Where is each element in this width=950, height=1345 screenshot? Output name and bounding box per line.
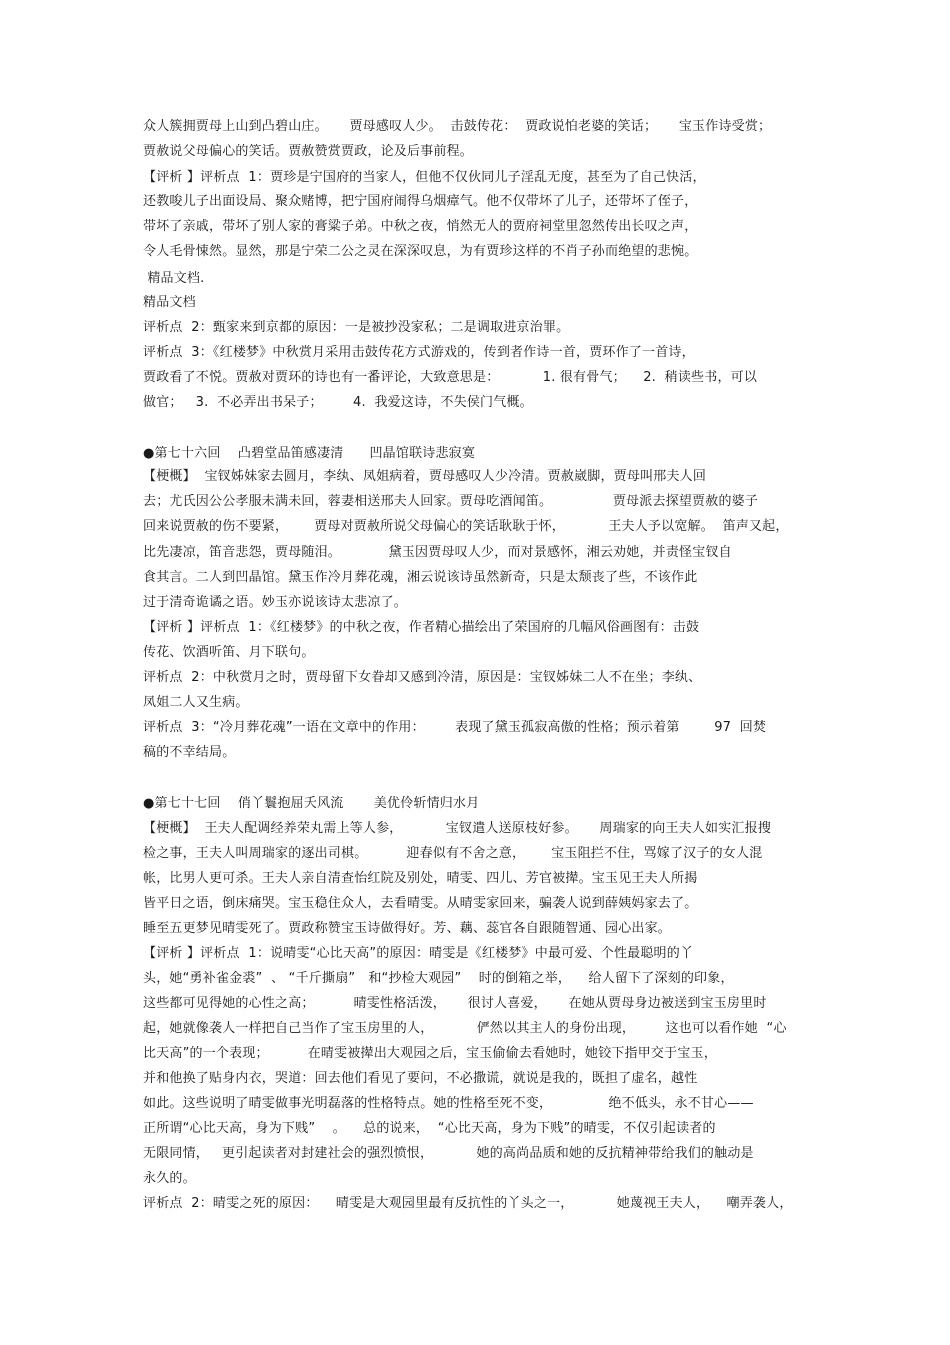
text-line: 稿的不幸结局。 [143, 745, 236, 760]
text-line: 令人毛骨悚然。显然，那是宁荣二公之灵在深深叹息，为有贾珍这样的不肖子孙而绝望的悲惋。 [143, 244, 698, 259]
text-line: 评析点 2：中秋赏月之时，贾母留下女眷却又感到冷清，原因是：宝钗姊妹二人不在坐；李纨、 [143, 670, 702, 685]
text-line: 评析点 3：《红楼梦》中秋赏月采用击鼓传花方式游戏的，传到者作诗一首，贾环作了一首诗， [143, 345, 695, 360]
text-line: 评析点 2：晴雯之死的原因： 晴雯是大观园里最有反抗性的丫头之一， 她蔑视王夫人， 嘲弄袭人， [143, 1196, 793, 1211]
text-line: 头，她“勇补雀金裘” 、 “千斤撕扇” 和“抄检大观园” 时的倒箱之举， 给人留下了深刻的印象， [143, 971, 734, 986]
text-line: 【梗概】 宝钗姊妹家去圆月，李纨、凤姐病着，贾母感叹人少冷清。贾赦崴脚，贾母叫邢夫人回 [143, 469, 707, 484]
text-line: 回来说贾赦的伤不要紧， 贾母对贾赦所说父母偏心的笑话耿耿于怀， 王夫人予以宽解。 笛声又起， [143, 519, 789, 534]
text-line: 过于清奇诡谲之语。妙玉亦说该诗太悲凉了。 [143, 595, 408, 610]
text-line: 睡至五更梦见晴雯死了。贾政称赞宝玉诗做得好。芳、藕、蕊官各自跟随智通、园心出家。 [143, 921, 672, 936]
text-line: 如此。这些说明了晴雯做事光明磊落的性格特点。她的性格至死不变， 绝不低头，永不甘心—— [143, 1096, 754, 1111]
text-line: 贾赦说父母偏心的笑话。贾赦赞赏贾政，论及后事前程。 [143, 144, 474, 159]
text-line: 比天高”的一个表现； 在晴雯被撵出大观园之后，宝玉偷偷去看她时，她铰下指甲交于宝玉， [143, 1046, 717, 1061]
text-line: 【评析 】评析点 1：《红楼梦》的中秋之夜，作者精心描绘出了荣国府的几幅风俗画图有：击鼓 [143, 620, 700, 635]
text-line: 做官； 3. 不必弄出书呆子； 4. 我爱这诗，不失侯门气概。 [143, 395, 533, 410]
text-line: 【梗概】 王夫人配调经养荣丸需上等人参， 宝钗遣人送原枝好参。 周瑞家的向王夫人如实汇报搜 [143, 821, 772, 836]
text-line: 去；尤氏因公公孝服未满未回，蓉妻相送邢夫人回家。贾母吃酒闻笛。 贾母派去探望贾赦的婆子 [143, 494, 759, 509]
text-line: 凤姐二人又生病。 [143, 695, 249, 710]
text-line: 评析点 3：“冷月葬花魂”一语在文章中的作用： 表现了黛玉孤寂高傲的性格；预示着第 97 回焚 [143, 720, 767, 735]
text-line: 检之事，王夫人叫周瑞家的逐出司棋。 迎春似有不舍之意， 宝玉阻拦不住，骂嫁了汉子的女人混 [143, 846, 763, 861]
text-line: 贾政看了不悦。贾赦对贾环的诗也有一番评论，大致意思是： 1. 很有骨气； 2. 稍读些书，可以 [143, 370, 758, 385]
text-line: 【评析 】评析点 1：说晴雯“心比天高”的原因：晴雯是《红楼梦》中最可爱、个性最聪明的丫 [143, 946, 694, 961]
text-line: 众人簇拥贾母上山到凸碧山庄。 贾母感叹人少。 击鼓传花： 贾政说怕老婆的笑话； 宝玉作诗受赏； [143, 119, 772, 134]
text-line: 永久的。 [143, 1171, 196, 1186]
text-line: 传花、饮酒听笛、月下联句。 [143, 645, 315, 660]
text-line: 帐，比男人更可杀。王夫人亲自清查怡红院及别处，晴雯、四儿、芳官被撵。宝玉见王夫人所揭 [143, 871, 698, 886]
text-line: 精品文档 [143, 295, 196, 310]
text-line: 比先凄凉，笛音悲怨，贾母随泪。 黛玉因贾母叹人少，而对景感怀，湘云劝她，并责怪宝钗自 [143, 545, 732, 560]
text-line: 正所谓“心比天高，身为下贱” 。 总的说来， “心比天高，身为下贱”的晴雯，不仅引起读者的 [143, 1121, 716, 1136]
text-line: 并和他换了贴身内衣，哭道：回去他们看见了要问，不必撒谎，就说是我的，既担了虚名，越性 [143, 1071, 698, 1086]
text-line: 这些都可见得她的心性之高； 晴雯性格活泼， 很讨人喜爱， 在她从贾母身边被送到宝玉房里时 [143, 996, 767, 1011]
text-line: 皆平日之语，倒床痛哭。宝玉稳住众人，去看晴雯。从晴雯家回来，骗袭人说到薛姨妈家去了。 [143, 896, 698, 911]
text-line: ●第七十六回 凸碧堂品笛感凄清 凹晶馆联诗悲寂寞 [143, 446, 476, 461]
text-line: 无限同情， 更引起读者对封建社会的强烈愤恨， 她的高尚品质和她的反抗精神带给我们的触动是 [143, 1146, 754, 1161]
text-line: 精品文档. [143, 271, 205, 286]
text-line: 食其言。二人到凹晶馆。黛玉作冷月葬花魂，湘云说该诗虽然新奇，只是太颓丧了些，不该作此 [143, 570, 698, 585]
text-line: ●第七十七回 俏丫鬟抱屈夭风流 美优伶斩情归水月 [143, 796, 480, 811]
text-line: 还教唆儿子出面设局、聚众赌博，把宁国府闹得乌烟瘴气。他不仅带坏了儿子，还带坏了侄子， [143, 194, 698, 209]
text-line: 带坏了亲戚，带坏了别人家的膏粱子弟。中秋之夜，悄然无人的贾府祠堂里忽然传出长叹之声， [143, 219, 698, 234]
text-line: 起，她就像袭人一样把自己当作了宝玉房里的人， 俨然以其主人的身份出现， 这也可以看作她 “心 [143, 1021, 787, 1036]
text-line: 【评析 】评析点 1：贾珍是宁国府的当家人，但他不仅伙同儿子淫乱无度，甚至为了自己快活， [143, 170, 706, 185]
text-line: 评析点 2：甄家来到京都的原因：一是被抄没家私；二是调取进京治罪。 [143, 320, 570, 335]
